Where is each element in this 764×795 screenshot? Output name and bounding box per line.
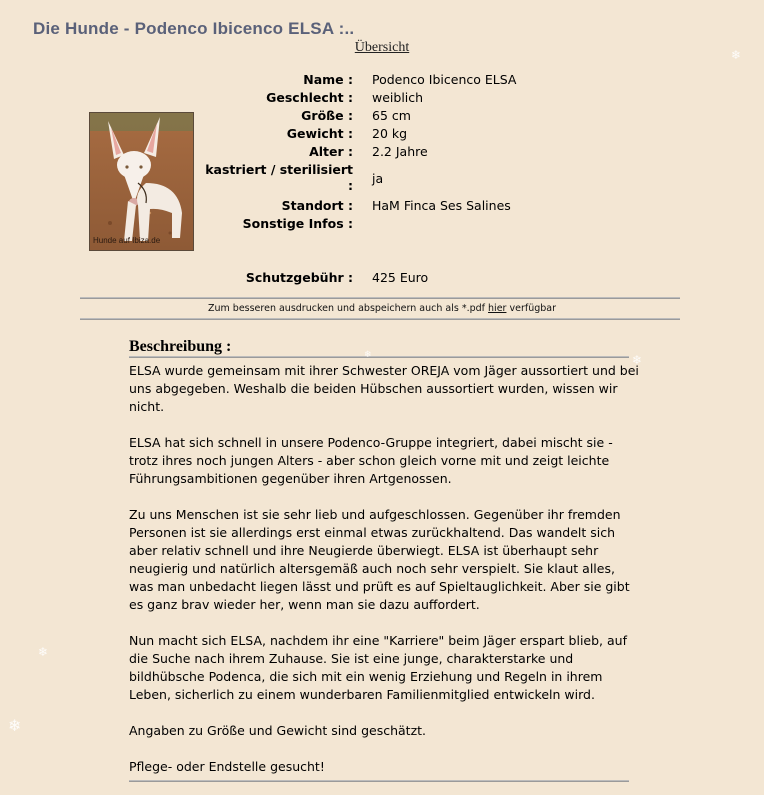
detail-label-neutered: [205, 162, 353, 194]
snowflake-icon: ❄: [731, 48, 742, 62]
description-heading: Beschreibung :: [129, 338, 232, 355]
pdf-note: [0, 303, 764, 314]
snowflake-icon: ❄: [8, 716, 22, 735]
detail-label-size: Größe :: [301, 108, 353, 123]
detail-label-other-info: Sonstige Infos :: [242, 216, 353, 231]
detail-value-weight: 20 kg: [372, 126, 408, 141]
description-paragraph: Pflege- oder Endstelle gesucht!: [129, 759, 325, 774]
description-bottom-rule: [129, 780, 629, 782]
snowflake-icon: ❄: [632, 353, 643, 367]
pdf-note-suffix: verfügbar: [509, 303, 557, 314]
pdf-link[interactable]: hier: [488, 303, 507, 314]
detail-label-neutered-line1: kastriert / sterilisiert: [205, 162, 353, 177]
divider-bottom: [80, 318, 680, 320]
detail-value-age: 2.2 Jahre: [372, 144, 428, 159]
overview-link-label[interactable]: Übersicht: [354, 40, 410, 55]
detail-label-fee: Schutzgebühr :: [245, 270, 353, 285]
detail-label-weight: Gewicht :: [286, 126, 353, 141]
pdf-note-text: Zum besseren ausdrucken und abspeichern auch als *.pdf: [207, 303, 485, 314]
description-paragraph: Angaben zu Größe und Gewicht sind geschätzt.: [129, 723, 427, 738]
page-title: Die Hunde - Podenco Ibicenco ELSA :..: [33, 19, 355, 38]
detail-value-gender: weiblich: [372, 90, 424, 105]
detail-value-location: HaM Finca Ses Salines: [372, 198, 511, 213]
snowflake-icon: ❄: [364, 350, 372, 360]
description-paragraph: ELSA hat sich schnell in unsere Podenco-Gruppe integriert, dabei mischt sie - trotz ihres noch jungen Alters - aber schon gleich vorne mit und zeigt leichte Führungsambitionen gegenüber ihren Artgenossen.: [129, 435, 613, 486]
detail-label-location: Standort :: [281, 198, 353, 213]
overview-link[interactable]: [0, 40, 764, 56]
description-paragraph: Nun macht sich ELSA, nachdem ihr eine "Karriere" beim Jäger erspart blieb, auf die Suche nach ihrem Zuhause. Sie ist eine junge, charakterstarke und bildhübsche Podenca, die sich mit ein wenig Erziehung und Regeln in ihrem Leben, sicherlich zu einem wunderbaren Familienmitglied entwickeln wird.: [129, 633, 627, 702]
description-paragraph: ELSA wurde gemeinsam mit ihrer Schwester OREJA vom Jäger aussortiert und bei uns abgegeben. Weshalb die beiden Hübschen aussortiert wurden, wissen wir nicht.: [129, 363, 639, 414]
dog-photo: [89, 112, 194, 251]
detail-label-gender: Geschlecht :: [266, 90, 353, 105]
photo-watermark: Hunde auf Ibiza.de: [93, 236, 161, 245]
detail-value-size: 65 cm: [372, 108, 411, 123]
description-body: [129, 362, 639, 794]
detail-label-neutered-line2: :: [348, 178, 353, 193]
description-paragraph: Zu uns Menschen ist sie sehr lieb und aufgeschlossen. Gegenüber ihr fremden Personen ist sie allerdings erst einmal etwas zurückhaltend. Das wandelt sich aber relativ schnell und ihre Neugierde überwiegt. ELSA ist überhaupt sehr neugierig und natürlich altersgemäß auch noch sehr verspielt. Sie klaut alles, was man unbedacht liegen lässt und prüft es auf Spieltauglichkeit. Aber sie gibt es ganz brav wieder her, wenn man sie dazu auffordert.: [129, 507, 630, 612]
detail-value-fee: 425 Euro: [372, 270, 429, 285]
description-heading-rule: [129, 356, 629, 358]
detail-value-name: Podenco Ibicenco ELSA: [372, 72, 517, 87]
detail-label-name: Name :: [303, 72, 353, 87]
detail-label-age: Alter :: [309, 144, 353, 159]
detail-value-neutered: ja: [372, 171, 384, 186]
snowflake-icon: ❄: [38, 645, 49, 659]
divider-top: [80, 297, 680, 299]
